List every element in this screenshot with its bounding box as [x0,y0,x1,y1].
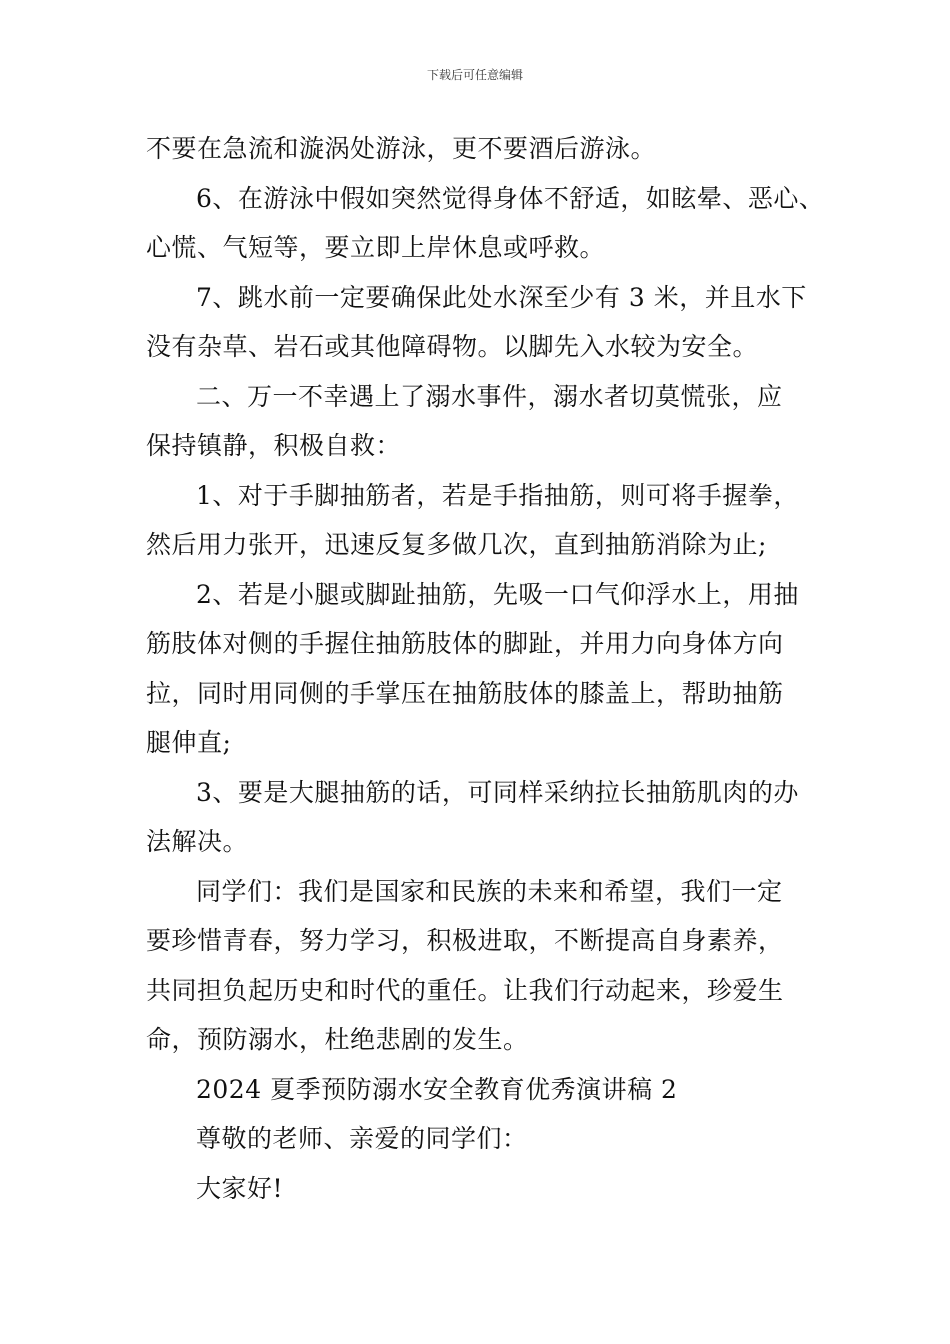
text-line: 共同担负起历史和时代的重任。让我们行动起来，珍爱生 [146,975,784,1005]
text-line: 要珍惜青春，努力学习，积极进取，不断提高自身素养， [146,926,784,955]
salutation: 尊敬的老师、亲爱的同学们： [196,1124,528,1153]
text-line: 心慌、气短等，要立即上岸休息或呼救。 [146,233,606,262]
text-line: 然后用力张开，迅速反复多做几次，直到抽筋消除为止; [146,530,767,559]
text-line: 3、要是大腿抽筋的话，可同样采纳拉长抽筋肌肉的办 [196,777,799,807]
text-line: 2、若是小腿或脚趾抽筋，先吸一口气仰浮水上，用抽 [196,579,799,609]
text-line: 7、跳水前一定要确保此处水深至少有 3 米，并且水下 [196,282,807,312]
greeting: 大家好! [196,1173,284,1203]
text-line: 同学们：我们是国家和民族的未来和希望，我们一定 [196,876,783,906]
text-line: 保持镇静，积极自救： [146,431,402,460]
text-line: 筋肢体对侧的手握住抽筋肢体的脚趾，并用力向身体方向 [146,629,784,658]
text-line: 腿伸直; [146,728,232,757]
document-body [146,124,825,1213]
text-line: 命，预防溺水，杜绝悲剧的发生。 [146,1025,529,1054]
section-title: 2024 夏季预防溺水安全教育优秀演讲稿 2 [196,1074,678,1104]
text-line: 1、对于手脚抽筋者，若是手指抽筋，则可将手握拳， [196,480,799,510]
text-line: 6、在游泳中假如突然觉得身体不舒适，如眩晕、恶心、 [196,183,825,213]
page-header-note: 下载后可任意编辑 [426,68,523,82]
text-line: 不要在急流和漩涡处游泳，更不要酒后游泳。 [146,134,657,163]
text-line: 法解决。 [146,827,249,856]
text-line: 拉，同时用同侧的手掌压在抽筋肢体的膝盖上，帮助抽筋 [146,678,784,708]
text-line: 二、万一不幸遇上了溺水事件，溺水者切莫慌张，应 [196,381,783,411]
text-line: 没有杂草、岩石或其他障碍物。以脚先入水较为安全。 [146,332,759,361]
